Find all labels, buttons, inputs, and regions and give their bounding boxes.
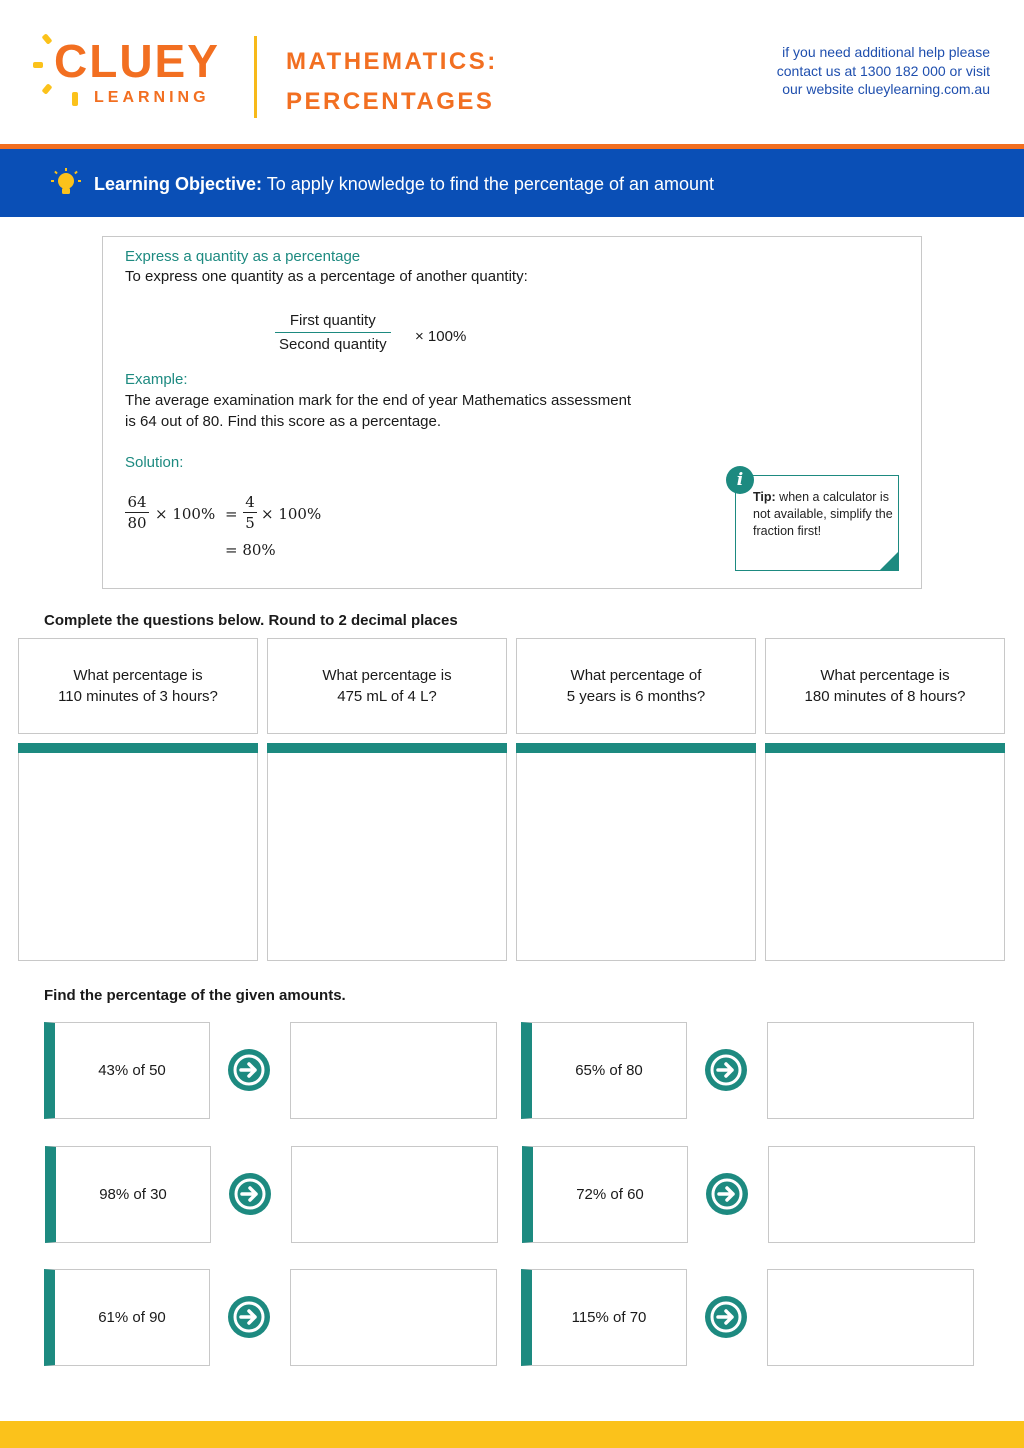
page-title: MATHEMATICS: PERCENTAGES — [286, 48, 498, 115]
arrow-right-icon — [705, 1172, 749, 1216]
arrow-right-icon — [228, 1172, 272, 1216]
lightbulb-icon — [50, 168, 82, 200]
answer-box-header-bar — [516, 743, 756, 753]
contact-info: if you need additional help please contact us at 1300 182 000 or visit our website clueylearning.com.au — [776, 44, 990, 97]
formula-denominator: Second quantity — [279, 336, 387, 353]
info-intro: To express one quantity as a percentage of another quantity: — [125, 268, 528, 285]
info-heading: Express a quantity as a percentage — [125, 248, 361, 265]
sun-rays-bottom-icon — [60, 88, 90, 110]
tip-label: Tip: — [753, 490, 776, 504]
arrow-right-icon — [704, 1295, 748, 1339]
logo-subtitle: LEARNING — [94, 89, 210, 106]
solution-numerator-2: 4 — [245, 493, 255, 511]
learning-objective — [94, 173, 714, 195]
info-icon: i — [726, 466, 754, 494]
question-card: What percentage is 180 minutes of 8 hours? — [765, 638, 1005, 734]
answer-box-header-bar — [267, 743, 507, 753]
answer-box[interactable] — [18, 743, 258, 961]
section2-heading: Find the percentage of the given amounts. — [44, 987, 346, 1004]
answer-box[interactable] — [767, 1022, 974, 1119]
question-card: What percentage is 475 mL of 4 L? — [267, 638, 507, 734]
answer-box[interactable] — [290, 1269, 497, 1366]
solution-denominator-2: 5 — [245, 514, 255, 532]
footer-bar — [0, 1421, 1024, 1448]
question-card: What percentage of 5 years is 6 months? — [516, 638, 756, 734]
percentage-problem: 61% of 90 — [44, 1269, 210, 1366]
cluey-learning-logo — [30, 28, 230, 112]
percentage-problem: 65% of 80 — [521, 1022, 687, 1119]
percentage-problem: 72% of 60 — [522, 1146, 688, 1243]
percentage-problem: 98% of 30 — [45, 1146, 211, 1243]
solution-numerator-1: 64 — [127, 493, 147, 511]
header-divider — [254, 36, 257, 118]
solution-denominator-1: 80 — [127, 514, 147, 532]
answer-box-header-bar — [765, 743, 1005, 753]
answer-box[interactable] — [767, 1269, 974, 1366]
formula-multiplier: × 100% — [415, 328, 467, 345]
formula-fraction — [275, 312, 391, 353]
solution-result: = 80% — [225, 541, 276, 559]
page-header — [0, 0, 1024, 144]
objective-label: Learning Objective: — [94, 174, 263, 194]
solution-label: Solution: — [125, 454, 184, 471]
answer-box[interactable] — [291, 1146, 498, 1243]
arrow-right-icon — [227, 1048, 271, 1092]
answer-box[interactable] — [516, 743, 756, 961]
solution-times-1: × 100% — [155, 505, 216, 523]
solution-times-2: × 100% — [261, 505, 322, 523]
section1-heading: Complete the questions below. Round to 2 decimal places — [44, 612, 458, 629]
logo-wordmark: CLUEY — [54, 35, 220, 87]
solution-working — [125, 493, 385, 573]
tip-callout — [735, 470, 899, 571]
tip-text: when a calculator is not available, simplify the fraction first! — [753, 490, 893, 538]
answer-box[interactable] — [768, 1146, 975, 1243]
answer-box[interactable] — [290, 1022, 497, 1119]
info-box — [102, 236, 922, 589]
example-label: Example: — [125, 371, 188, 388]
formula-numerator: First quantity — [275, 312, 391, 333]
answer-box[interactable] — [765, 743, 1005, 961]
answer-box-header-bar — [18, 743, 258, 753]
example-text: The average examination mark for the end of year Mathematics assessment is 64 out of 80. Find this score as a percentage. — [125, 392, 632, 430]
percentage-problem: 115% of 70 — [521, 1269, 687, 1366]
page-fold-icon — [879, 551, 899, 571]
percentage-problem: 43% of 50 — [44, 1022, 210, 1119]
arrow-right-icon — [704, 1048, 748, 1092]
solution-equals: = — [225, 505, 238, 523]
arrow-right-icon — [227, 1295, 271, 1339]
answer-box[interactable] — [267, 743, 507, 961]
objective-text: To apply knowledge to find the percentage of an amount — [266, 174, 715, 194]
question-card: What percentage is 110 minutes of 3 hours? — [18, 638, 258, 734]
